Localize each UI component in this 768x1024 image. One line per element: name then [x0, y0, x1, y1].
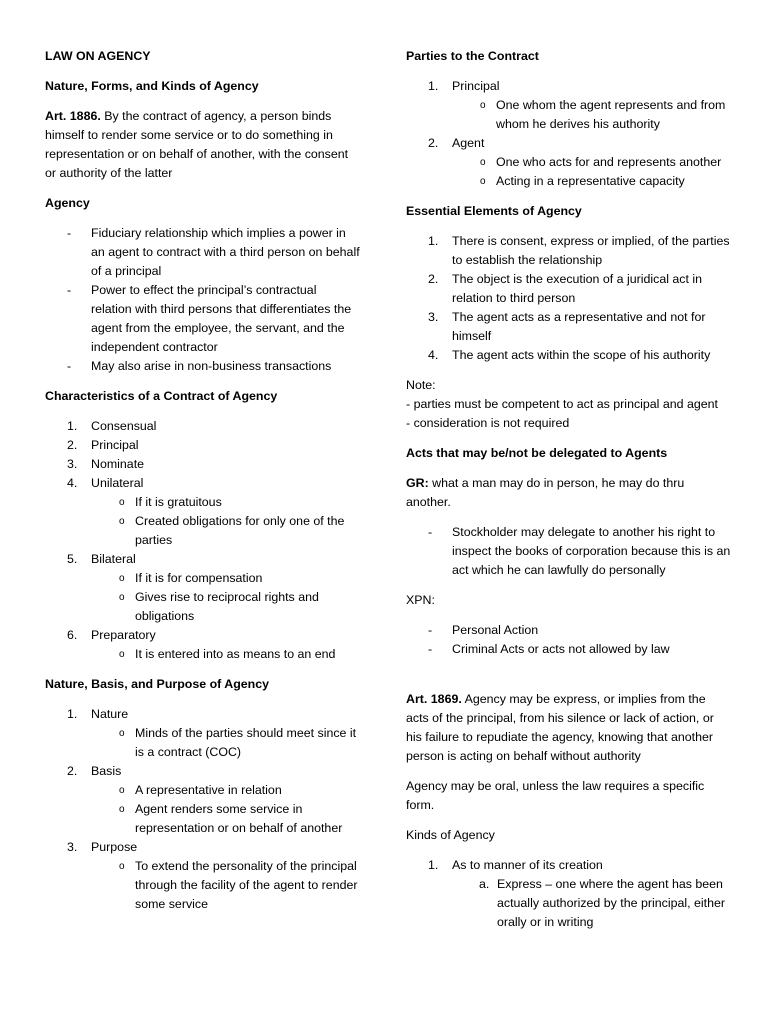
sub-list-item: o Acting in a representative capacity — [480, 174, 685, 188]
essential-elements-list — [406, 232, 731, 365]
sub-list-item: o A representative in relation — [119, 783, 282, 797]
sub-list — [91, 493, 360, 550]
left-column — [45, 47, 360, 925]
list-item: 1. Consensual — [67, 419, 157, 433]
list-item: 6. Preparatory o It is entered into as means to an end — [45, 626, 360, 664]
list-item: 4. Unilateral o If it is gratuitous o Created obligations for only one of the parties — [45, 474, 360, 550]
sub-list-item: o Minds of the parties should meet since it is a contract (COC) — [119, 726, 357, 759]
sub-list-item: o Created obligations for only one of the parties — [119, 514, 345, 547]
art-1886-text: By the contract of agency, a person binds himself to render some service or to do something in representation or on behalf of another, with the consent or authority of the latter — [45, 109, 349, 180]
list-item: - Personal Action — [406, 621, 731, 640]
sub-list — [452, 96, 731, 134]
list-item: 3. The agent acts as a representative and not for himself — [428, 310, 706, 343]
essential-elements-heading: Essential Elements of Agency — [406, 204, 582, 218]
sub-list — [452, 153, 731, 191]
gr-paragraph — [406, 474, 731, 512]
sub-list-item: o One who acts for and represents another — [480, 155, 722, 169]
list-item: 2. The object is the execution of a juridical act in relation to third person — [428, 272, 703, 305]
sub-list-item: a. Express – one where the agent has been actually authorized by the principal, either orally or in writing — [479, 877, 725, 929]
oral-agency-paragraph: Agency may be oral, unless the law requires a specific form. — [406, 779, 705, 812]
acts-delegated-heading: Acts that may be/not be delegated to Agents — [406, 446, 668, 460]
list-item: - Criminal Acts or acts not allowed by law — [406, 640, 731, 659]
art-1886-paragraph — [45, 107, 360, 183]
note-line: - consideration is not required — [406, 416, 570, 430]
list-item: 5. Bilateral o If it is for compensation o Gives rise to reciprocal rights and obligations — [45, 550, 360, 626]
gr-list — [406, 523, 731, 580]
list-item: - Fiduciary relationship which implies a power in an agent to contract with a third person on behalf of a principal — [45, 224, 360, 281]
gr-text: what a man may do in person, he may do thru another. — [406, 476, 685, 509]
agency-heading: Agency — [45, 196, 90, 210]
list-item: 1. There is consent, express or implied, of the parties to establish the relationship — [428, 234, 730, 267]
agency-list — [45, 224, 360, 376]
characteristics-heading: Characteristics of a Contract of Agency — [45, 389, 278, 403]
sub-list-item: o To extend the personality of the principal through the facility of the agent to render some service — [119, 859, 358, 911]
sub-list-item: o If it is for compensation — [119, 571, 263, 585]
sub-list-item: o One whom the agent represents and from whom he derives his authority — [480, 98, 726, 131]
nature-basis-purpose-heading: Nature, Basis, and Purpose of Agency — [45, 677, 270, 691]
sub-list — [91, 645, 360, 664]
parties-list — [406, 77, 731, 191]
gr-label: GR: — [406, 476, 429, 490]
note-block — [406, 376, 731, 433]
list-item: 3. Nominate — [67, 457, 145, 471]
sub-list-item: o It is entered into as means to an end — [119, 647, 336, 661]
list-item: 2. Agent o One who acts for and represents another o Acting in a representative capacity — [406, 134, 731, 191]
art-1869-paragraph — [406, 690, 731, 766]
list-item: 2. Basis o A representative in relation o Agent renders some service in representation or on behalf of another — [45, 762, 360, 838]
list-item: - Power to effect the principal’s contractual relation with third persons that differentiates the agent from the employee, the servant, and the independent contractor — [45, 281, 360, 357]
list-item: 1. Principal o One whom the agent represents and from whom he derives his authority — [406, 77, 731, 134]
right-column — [406, 47, 731, 943]
list-item: - Stockholder may delegate to another his right to inspect the books of corporation because this is an act which he can lawfully do personally — [406, 523, 731, 580]
note-label: Note: — [406, 378, 436, 392]
nature-basis-purpose-list — [45, 705, 360, 914]
sub-list — [91, 724, 360, 762]
sub-list-item: o If it is gratuitous — [119, 495, 222, 509]
nature-forms-kinds-heading: Nature, Forms, and Kinds of Agency — [45, 79, 259, 93]
list-item: 2. Principal — [67, 438, 139, 452]
kinds-of-agency-heading: Kinds of Agency — [406, 828, 495, 842]
kinds-of-agency-list — [406, 856, 731, 932]
list-item: - May also arise in non-business transactions — [45, 357, 360, 376]
art-1869-label: Art. 1869. — [406, 692, 462, 706]
sub-list — [91, 781, 360, 838]
list-item: 3. Purpose o To extend the personality of the principal through the facility of the agent to render some service — [45, 838, 360, 914]
list-item: 4. The agent acts within the scope of his authority — [428, 348, 711, 362]
sub-list — [452, 875, 731, 932]
xpn-label: XPN: — [406, 593, 435, 607]
xpn-list — [406, 621, 731, 659]
list-item: 1. Nature o Minds of the parties should meet since it is a contract (COC) — [45, 705, 360, 762]
sub-list — [91, 569, 360, 626]
sub-list — [91, 857, 360, 914]
sub-list-item: o Gives rise to reciprocal rights and obligations — [119, 590, 319, 623]
spacer — [406, 670, 731, 690]
document-title: LAW ON AGENCY — [45, 49, 151, 63]
sub-list-item: o Agent renders some service in representation or on behalf of another — [119, 802, 343, 835]
list-item: 1. As to manner of its creation a. Express – one where the agent has been actually authorized by the principal, either orally or in writing — [406, 856, 731, 932]
art-1869-text: Agency may be express, or implies from the acts of the principal, from his silence or lack of action, or his failure to repudiate the agency, knowing that another person is acting on behalf without authority — [406, 692, 714, 763]
characteristics-list — [45, 417, 360, 664]
parties-heading: Parties to the Contract — [406, 49, 539, 63]
note-line: - parties must be competent to act as principal and agent — [406, 397, 719, 411]
art-1886-label: Art. 1886. — [45, 109, 101, 123]
